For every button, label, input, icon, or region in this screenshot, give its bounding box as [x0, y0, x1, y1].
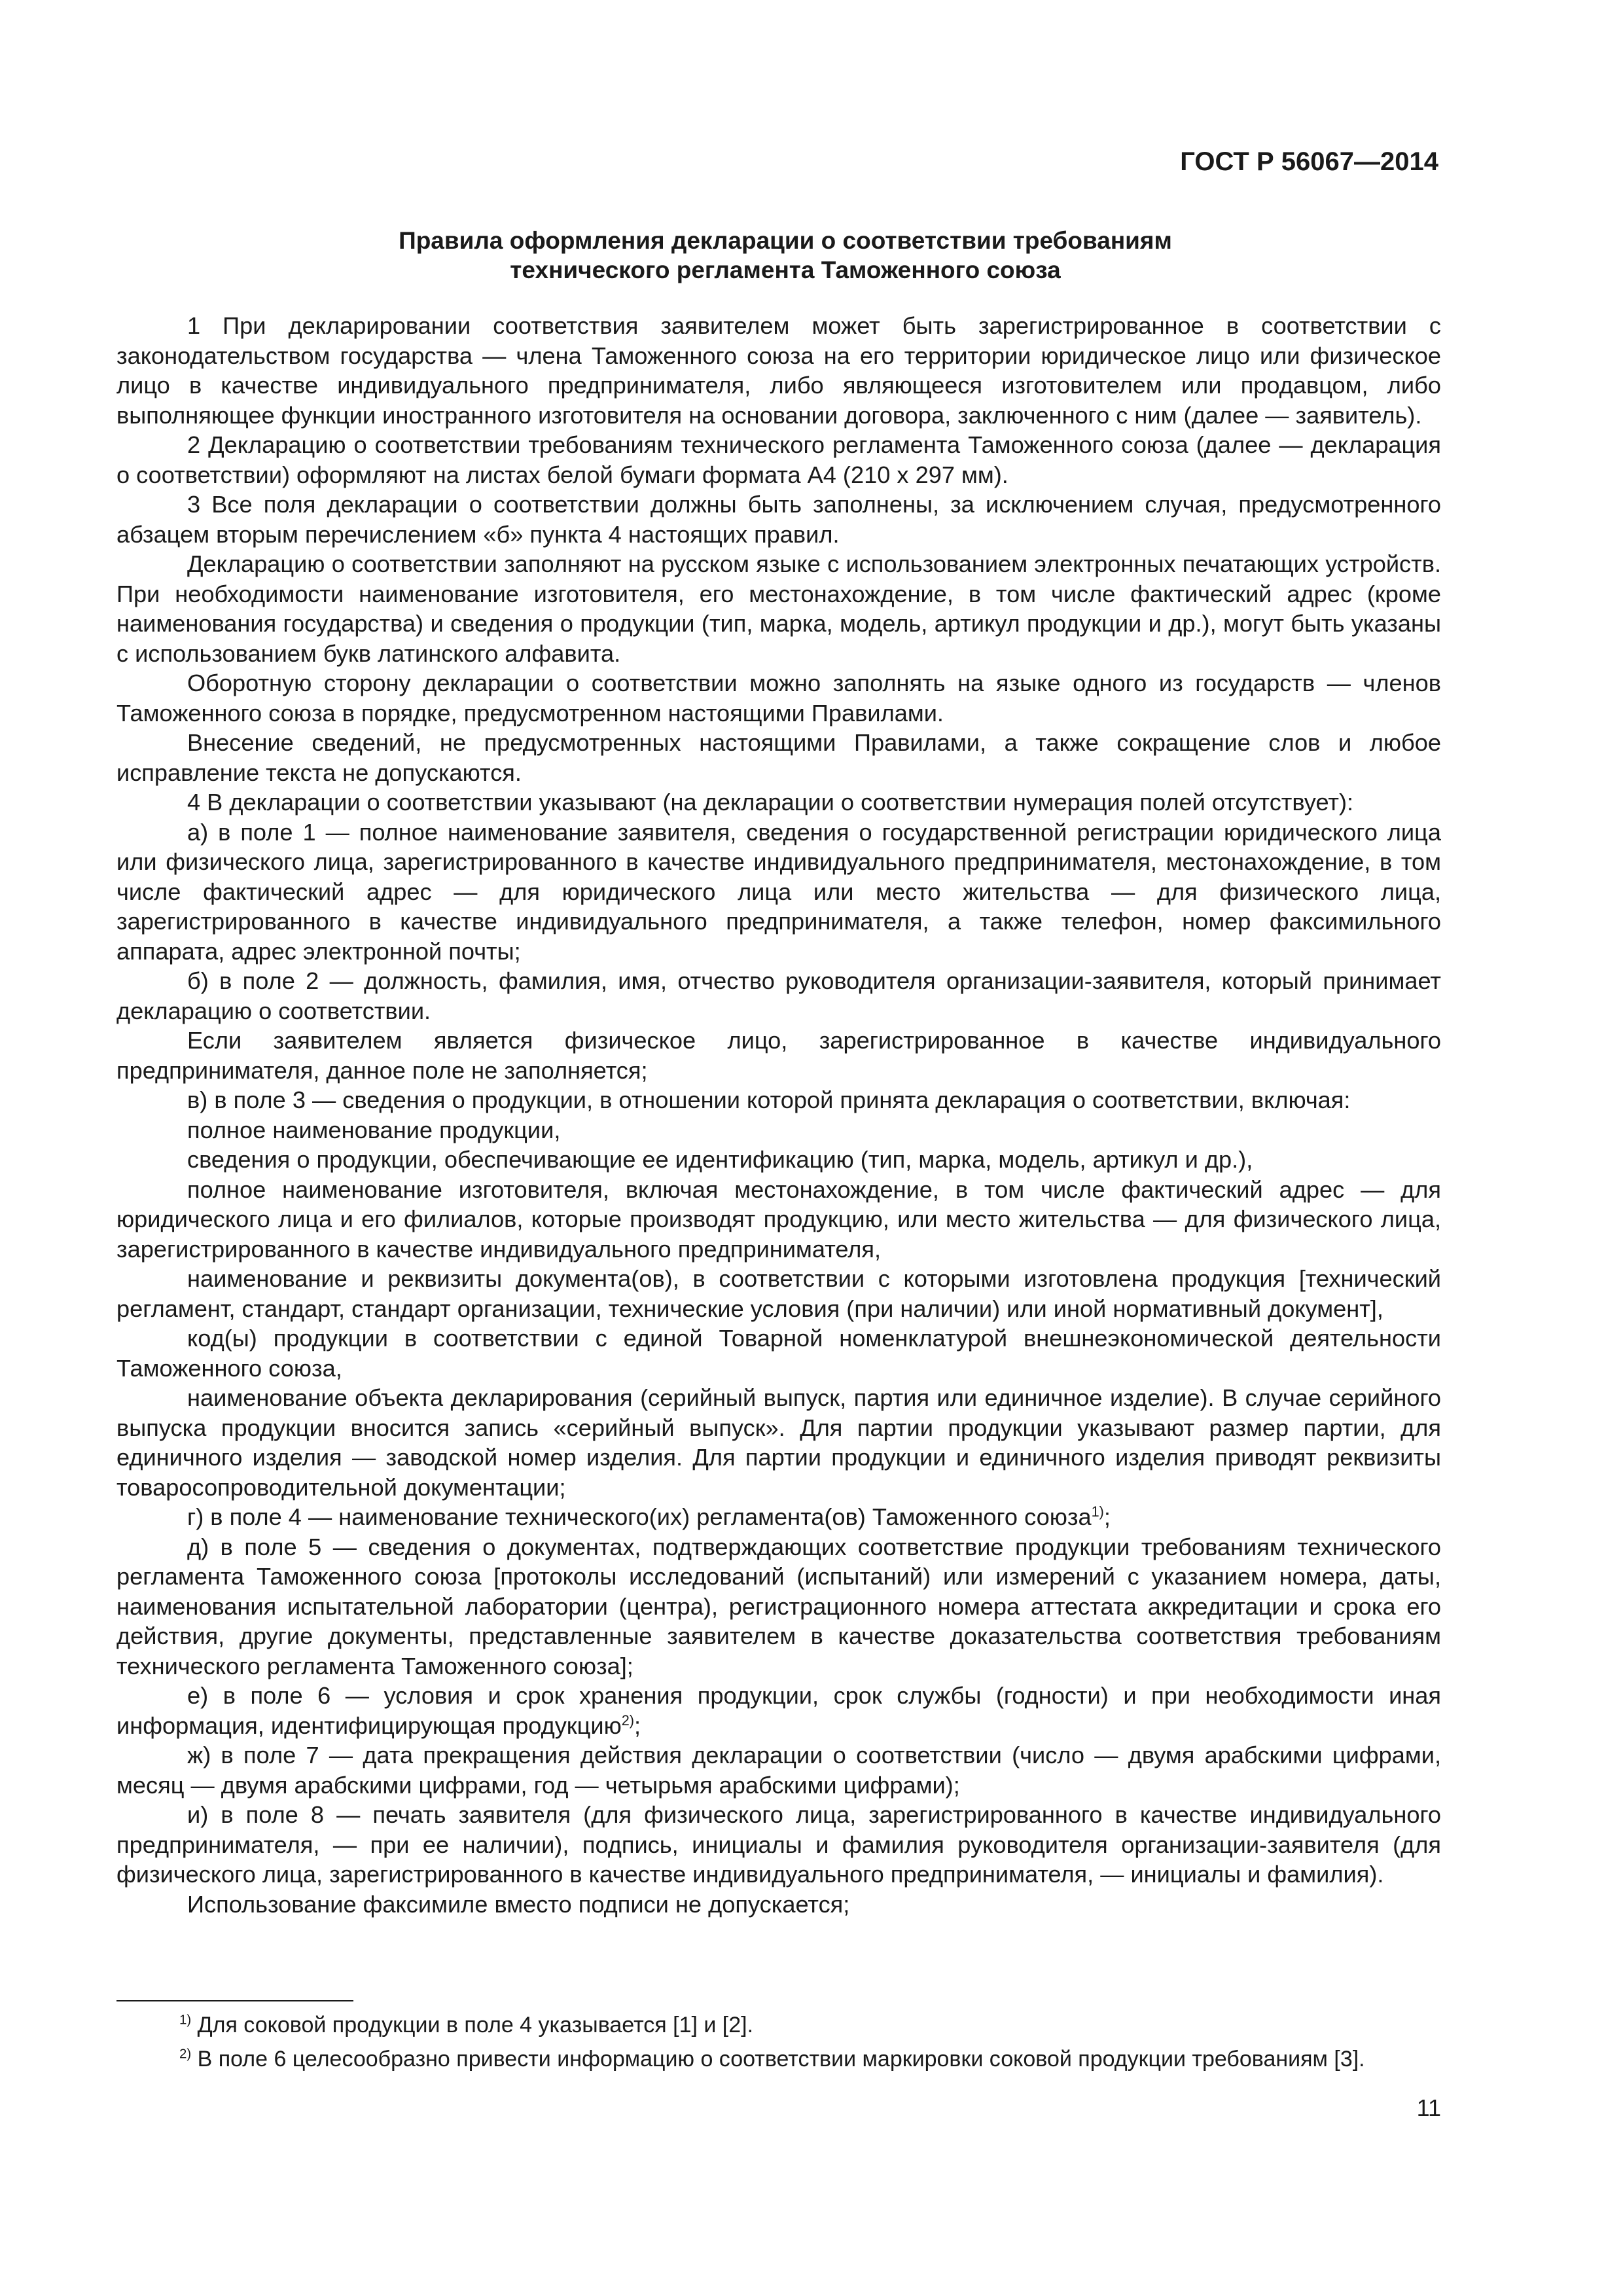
footnote-ref: 2): [621, 1712, 635, 1729]
paragraph: и) в поле 8 — печать заявителя (для физического лица, зарегистрированного в качестве индивидуального предпринимателя, — при ее наличии), подпись, инициалы и фамилия руководителя организации-заявителя (для физического лица, зарегистрированного в качестве индивидуального предпринимателя, — инициалы и фамилия).: [116, 1801, 1441, 1888]
paragraph-text: е) в поле 6 — условия и срок хранения продукции, срок службы (годности) и при необходимости иная информация, идентифицирующая продукцию: [116, 1682, 1441, 1739]
paragraph-tail: ;: [1103, 1503, 1111, 1530]
paragraph: 1 При декларировании соответствия заявителем может быть зарегистрированное в соответствии с законодательством государства — члена Таможенного союза на его территории юридическое лицо или физическое лицо в качестве индивидуального предпринимателя, либо являющееся изготовителем или продавцом, либо выполняющее функции иностранного изготовителя на основании договора, заключенного с ним (далее — заявитель).: [116, 312, 1441, 429]
footnote-mark: 1): [179, 2013, 192, 2028]
paragraph: Оборотную сторону декларации о соответствии можно заполнять на языке одного из государств — членов Таможенного союза в порядке, предусмотренном настоящими Правилами.: [116, 670, 1441, 726]
section-title: [0, 226, 1571, 285]
paragraph-text: г) в поле 4 — наименование технического(их) регламента(ов) Таможенного союза: [187, 1503, 1092, 1530]
footnote-ref: 1): [1091, 1503, 1104, 1520]
paragraph-with-footnote: [116, 1681, 1441, 1740]
footnote-divider: [116, 2000, 353, 2001]
footnote: [116, 2008, 1441, 2042]
paragraph: 3 Все поля декларации о соответствии должны быть заполнены, за исключением случая, предусмотренного абзацем вторым перечислением «б» пункта 4 настоящих правил.: [116, 491, 1441, 548]
paragraph-tail: ;: [634, 1712, 641, 1739]
document-code: ГОСТ Р 56067—2014: [1180, 147, 1438, 176]
paragraph-with-footnote: [116, 1502, 1441, 1532]
paragraph: Внесение сведений, не предусмотренных настоящими Правилами, а также сокращение слов и любое исправление текста не допускаются.: [116, 729, 1441, 786]
paragraph: полное наименование изготовителя, включая местонахождение, в том числе фактический адрес — для юридического лица и его филиалов, которые производят продукцию, или место жительства — для физического лица, зарегистрированного в качестве индивидуального предпринимателя,: [116, 1175, 1441, 1263]
paragraph: в) в поле 3 — сведения о продукции, в отношении которой принята декларация о соответствии, включая:: [187, 1086, 1351, 1113]
document-body: [116, 311, 1441, 1919]
paragraph: Декларацию о соответствии заполняют на русском языке с использованием электронных печатающих устройств. При необходимости наименование изготовителя, его местонахождение, в том числе фактический адрес (кроме наименования государства) и сведения о продукции (тип, марка, модель, артикул продукции и др.), могут быть указаны с использованием букв латинского алфавита.: [116, 550, 1441, 667]
footnote-text: Для соковой продукции в поле 4 указывается [1] и [2].: [191, 2013, 754, 2037]
paragraph: сведения о продукции, обеспечивающие ее идентификацию (тип, марка, модель, артикул и др.),: [187, 1146, 1253, 1173]
paragraph: б) в поле 2 — должность, фамилия, имя, отчество руководителя организации-заявителя, который принимает декларацию о соответствии.: [116, 967, 1441, 1024]
section-title-line: технического регламента Таможенного союза: [510, 257, 1061, 283]
paragraph: Использование факсимиле вместо подписи не допускается;: [187, 1890, 850, 1918]
paragraph: наименование объекта декларирования (серийный выпуск, партия или единичное изделие). В случае серийного выпуска продукции вносится запись «серийный выпуск». Для партии продукции указывают размер партии, для единичного изделия — заводской номер изделия. Для партии продукции и единичного изделия приводят реквизиты товаросопроводительной документации;: [116, 1384, 1441, 1501]
footnote: [116, 2042, 1441, 2076]
footnote-text: В поле 6 целесообразно привести информацию о соответствии маркировки соковой продукции требованиям [3].: [191, 2047, 1365, 2072]
paragraph: Если заявителем является физическое лицо, зарегистрированное в качестве индивидуального предпринимателя, данное поле не заполняется;: [116, 1027, 1441, 1084]
paragraph: 4 В декларации о соответствии указывают (на декларации о соответствии нумерация полей отсутствует):: [187, 789, 1354, 816]
section-title-line: Правила оформления декларации о соответствии требованиям: [399, 227, 1172, 254]
paragraph: а) в поле 1 — полное наименование заявителя, сведения о государственной регистрации юридического лица или физического лица, зарегистрированного в качестве индивидуального предпринимателя, местонахождение, в том числе фактический адрес — для юридического лица или место жительства — для физического лица, зарегистрированного в качестве индивидуального предпринимателя, а также телефон, номер факсимильного аппарата, адрес электронной почты;: [116, 818, 1441, 965]
paragraph: наименование и реквизиты документа(ов), в соответствии с которыми изготовлена продукция [технический регламент, стандарт, стандарт организации, технические условия (при наличии) или иной нормативный документ],: [116, 1265, 1441, 1322]
paragraph: ж) в поле 7 — дата прекращения действия декларации о соответствии (число — двумя арабскими цифрами, месяц — двумя арабскими цифрами, год — четырьмя арабскими цифрами);: [116, 1742, 1441, 1799]
paragraph: д) в поле 5 — сведения о документах, подтверждающих соответствие продукции требованиям технического регламента Таможенного союза [протоколы исследований (испытаний) или измерений с указанием номера, даты, наименования испытательной лаборатории (центра), регистрационного номера аттестата аккредитации и срока его действия, другие документы, представленные заявителем в качестве доказательства соответствия требованиям технического регламента Таможенного союза];: [116, 1533, 1441, 1679]
footnote-mark: 2): [179, 2047, 192, 2062]
paragraph: полное наименование продукции,: [187, 1116, 561, 1143]
paragraph: код(ы) продукции в соответствии с единой Товарной номенклатурой внешнеэкономической деятельности Таможенного союза,: [116, 1325, 1441, 1382]
page-number: 11: [1416, 2094, 1441, 2121]
footnotes: [116, 2008, 1441, 2076]
paragraph: 2 Декларацию о соответствии требованиям технического регламента Таможенного союза (далее — декларация о соответствии) оформляют на листах белой бумаги формата А4 (210 х 297 мм).: [116, 431, 1441, 488]
